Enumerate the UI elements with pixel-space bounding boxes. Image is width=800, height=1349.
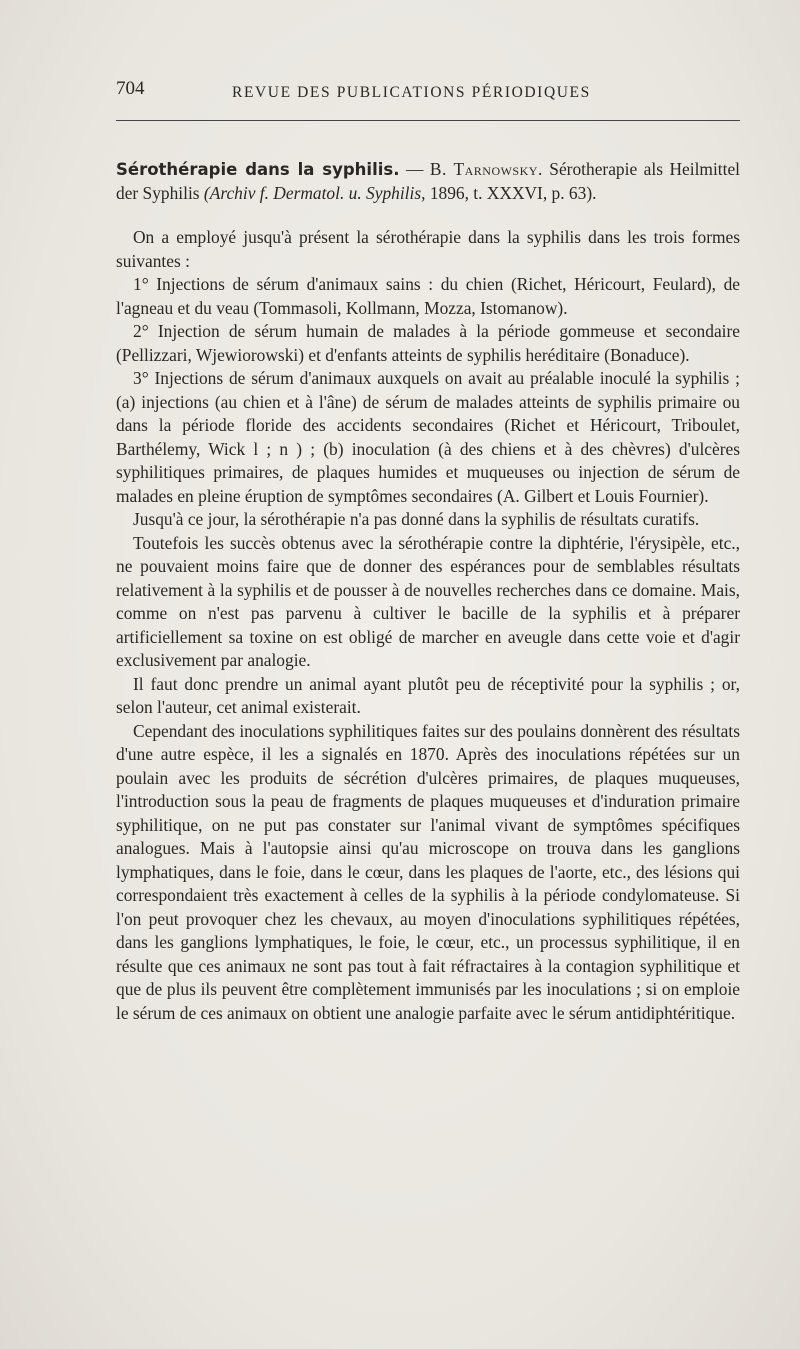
running-title: REVUE DES PUBLICATIONS PÉRIODIQUES (232, 84, 591, 101)
page-number: 704 (116, 78, 145, 99)
article-author: B. Tarnowsky. (429, 159, 543, 179)
paragraph-item-1: 1° Injections de sérum d'animaux sains : du chien (Richet, Héricourt, Feulard), de l'agneau et du veau (Tommasoli, Kollmann, Mozza, Istomanow). (116, 274, 740, 318)
paragraph-foals: Cependant des inoculations syphilitiques faites sur des poulains donnèrent des résultats d'une autre espèce, il les a signalés en 1870. Après des inoculations répétées sur un poulain avec les produits de sécrétion d'ulcères primaires, de plaques muqueuses, l'introduction sous la peau de fragments de plaques muqueuses et d'induration primaire syphilitique, on ne put pas constater sur l'animal vivant de symptômes spécifiques analogues. Mais à l'autopsie ainsi qu'au microscope on trouva dans les ganglions lymphatiques, dans le foie, dans le cœur, dans les plaques de l'aorte, etc., des lésions qui correspondaient très exactement à celles de la syphilis à la période condylomateuse. Si l'on peut provoquer chez les chevaux, au moyen d'inoculations syphilitiques répétées, dans les ganglions lymphatiques, le foie, le cœur, etc., un processus syphilitique, il en résulte que ces animaux ne sont pas tout à fait réfractaires à la contagion syphilitique et que de plus ils peuvent être complètement immunisés par les inoculations ; si on emploie le sérum de ces animaux on obtient une analogie parfaite avec le sérum antidiphtéritique. (116, 720, 740, 1023)
paragraph-intro: On a employé jusqu'à présent la sérothérapie dans la syphilis dans les trois formes suivantes : (116, 227, 740, 271)
paragraph-animal: Il faut donc prendre un animal ayant plutôt peu de réceptivité pour la syphilis ; or, selon l'auteur, cet animal existerait. (116, 673, 740, 717)
journal-name: (Archiv f. Dermatol. u. Syphilis, (203, 182, 426, 203)
article (116, 158, 740, 1025)
paragraph-diphtheria: Toutefois les succès obtenus avec la sérothérapie contre la diphtérie, l'érysipèle, etc., ne pouvaient moins faire que de donner des espérances pour de semblables résultats relativement à la syphilis et de pousser à de nouvelles recherches dans ce domaine. Mais, comme on n'est pas parvenu à cultiver le bacille de la syphilis et à préparer artificiellement sa toxine on est obligé de marcher en aveugle dans cette voie et d'agir exclusivement par analogie. (116, 532, 740, 670)
paragraph-no-results: Jusqu'à ce jour, la sérothérapie n'a pas donné dans la syphilis de résultats curatifs. (133, 509, 700, 529)
title-dash: — (399, 159, 430, 179)
paragraph-item-3: 3° Injections de sérum d'animaux auxquels on avait au préalable inoculé la syphilis ; (a) injections (au chien et à l'âne) de sérum de malades atteints de syphilis primaire ou dans la période floride des accidents secondaires (Richet et Héricourt, Triboulet, Barthélemy, Wick l ; n ) ; (b) inoculation (à des chiens et à des chèvres) d'ulcères syphilitiques primaires, de plaques humides et muqueuses ou injection de sérum de malades en pleine éruption de symptômes secondaires (A. Gilbert et Louis Fournier). (116, 368, 740, 506)
header-rule (116, 120, 740, 121)
original-title: Sérotherapie als Heilmittel der Syphilis (116, 159, 740, 203)
citation: 1896, t. XXXVI, p. 63). (425, 182, 597, 203)
running-head (116, 78, 740, 108)
article-title: Sérothérapie dans la syphilis. (116, 160, 400, 179)
paragraph-item-2: 2° Injection de sérum humain de malades à la période gommeuse et secondaire (Pellizzari, Wjewiorowski) et d'enfants atteints de syphilis heréditaire (Bonaduce). (116, 321, 740, 365)
article-heading (116, 158, 740, 205)
